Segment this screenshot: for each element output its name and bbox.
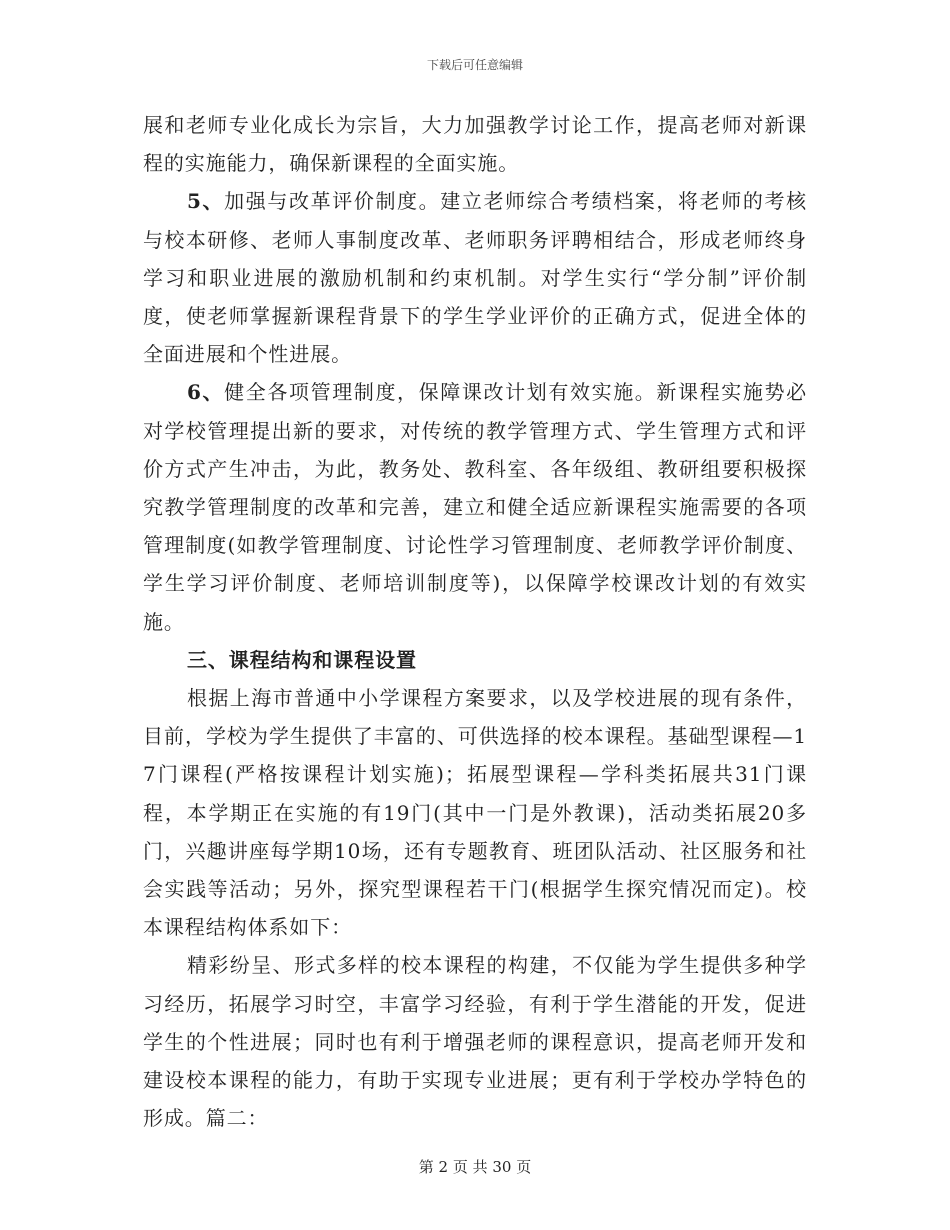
paragraph-text: 加强与改革评价制度。建立老师综合考绩档案，将老师的考核与校本研修、老师人事制度改革、老师职务评聘相结合，形成老师终身学习和职业进展的激励机制和约束机制。对学生实行“学分制”评价制度，使老师掌握新课程背景下的学生学业评价的正确方式，促进全体的全面进展和个性进展。 xyxy=(143,189,807,367)
page-footer: 第 2 页 共 30 页 xyxy=(418,1158,532,1176)
paragraph-course-benefits: 精彩纷呈、形式多样的校本课程的构建，不仅能为学生提供多种学习经历，拓展学习时空，丰富学习经验，有利于学生潜能的开发，促进学生的个性进展；同时也有利于增强老师的课程意识，提高老师开发和建设校本课程的能力，有助于实现专业进展；更有利于学校办学特色的形成。篇二： xyxy=(143,953,807,1131)
paragraph-continuation: 展和老师专业化成长为宗旨，大力加强教学讨论工作，提高老师对新课程的实施能力，确保新课程的全面实施。 xyxy=(143,113,807,176)
paragraph-text: 健全各项管理制度，保障课改计划有效实施。新课程实施势必对学校管理提出新的要求，对传统的教学管理方式、学生管理方式和评价方式产生冲击，为此，教务处、教科室、各年级组、教研组要积极探究教学管理制度的改革和完善，建立和健全适应新课程实施需要的各项管理制度(如教学管理制度、讨论性学习管理制度、老师教学评价制度、学生学习评价制度、老师培训制度等)，以保障学校课改计划的有效实施。 xyxy=(143,380,807,634)
paragraph-management-system xyxy=(143,373,807,640)
section-heading: 三、课程结构和课程设置 xyxy=(187,647,417,672)
paragraph-evaluation-reform xyxy=(143,182,807,373)
item-number-6: 6、 xyxy=(187,380,225,405)
item-number-5: 5、 xyxy=(187,189,225,214)
paragraph-course-structure: 根据上海市普通中小学课程方案要求，以及学校进展的现有条件，目前，学校为学生提供了丰富的、可供选择的校本课程。基础型课程—17门课程(严格按课程计划实施)；拓展型课程—学科类拓展共31门课程，本学期正在实施的有19门(其中一门是外教课)，活动类拓展20多门，兴趣讲座每学期10场，还有专题教育、班团队活动、社区服务和社会实践等活动；另外，探究型课程若干门(根据学生探究情况而定)。校本课程结构体系如下： xyxy=(143,686,807,940)
page-header: 下载后可任意编辑 xyxy=(426,58,523,72)
document-body xyxy=(143,106,807,1137)
